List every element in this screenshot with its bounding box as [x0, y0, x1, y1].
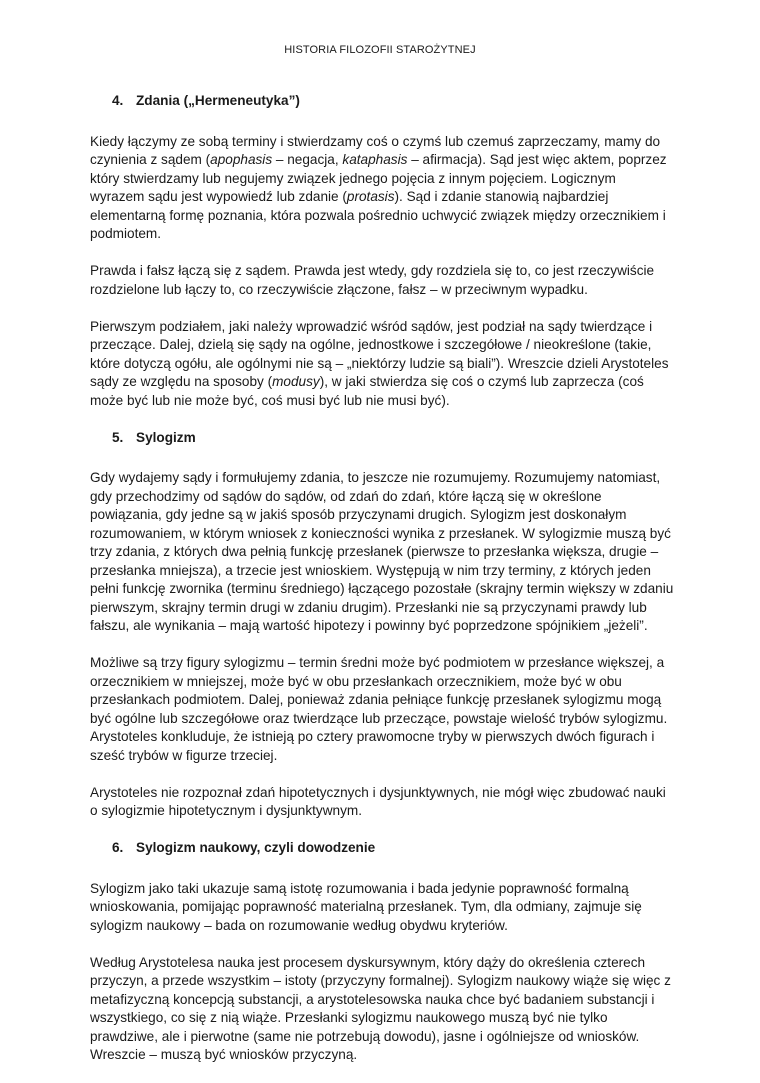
text-run: Według Arystotelesa nauka jest procesem dyskursywnym, który dąży do określenia czterech przyczyn, a przede wszystkim – istoty (przyczyny formalnej). Sylogizm naukowy wiąże się więc z metafizyczną koncepcją substancji, a arystotelesowska nauka chce być badaniem substancji i wszystkiego, co się z nią wiąże. Przesłanki sylogizmu naukowego muszą być nie tylko prawdziwe, ale i pierwotne (same nie potrzebują dowodu), jasne i ogólniejsze od wniosków. Wreszcie – muszą być wniosków przyczyną. [90, 954, 671, 1062]
italic-term: kataphasis [342, 152, 408, 167]
text-run: Gdy wydajemy sądy i formułujemy zdania, to jeszcze nie rozumujemy. Rozumujemy natomiast, gdy przechodzimy od sądów do sądów, od zdań do zdań, które łączą się w określone powiązania, gdy jedne są w jakiś sposób przyczynami drugich. Sylogizm jest doskonałym rozumowaniem, w którym wniosek z konieczności wynika z przesłanek. W sylogizmie muszą być trzy zdania, z których dwa pełnią funkcję przesłanek (pierwsze to przesłanka większa, drugie – przesłanka mniejsza), a trzecie jest wnioskiem. Występują w nim trzy terminy, z których jeden pełni funkcję zwornika (terminu średniego) łączącego pozostałe (skrajny termin większy w zdaniu pierwszym, skrajny termin drugi w zdaniu drugim). Przesłanki nie są przyczynami prawdy lub fałszu, ale wynikania – mają wartość hipotezy i powinny być poprzedzone spójnikiem „jeżeli”. [90, 470, 674, 633]
section-title: Sylogizm [136, 429, 196, 445]
text-run: ), w jaki stwierdza się coś o czymś lub zaprzecza (coś może być lub nie może być, coś musi być lub nie musi być). [90, 374, 644, 408]
paragraph [90, 469, 674, 636]
paragraph [90, 654, 674, 765]
paragraph [90, 262, 674, 299]
paragraph [90, 954, 674, 1065]
running-header: HISTORIA FILOZOFII STAROŻYTNEJ [284, 44, 476, 56]
text-run: – negacja, [272, 152, 343, 167]
text-run: – afirmacja). Sąd jest więc aktem, poprzez który stwierdzamy lub negujemy związek jednego pojęcia z innym pojęciem. Logicznym wyrazem sądu jest wypowiedź lub zdanie ( [90, 152, 667, 204]
document-body [90, 92, 674, 1083]
text-run: Kiedy łączymy ze sobą terminy i stwierdzamy coś o czymś lub czemuś zaprzeczamy, mamy do czynienia z sądem ( [90, 133, 661, 167]
paragraph [90, 880, 674, 936]
text-run: Pierwszym podziałem, jaki należy wprowadzić wśród sądów, jest podział na sądy twierdzące i przeczące. Dalej, dzielą się sądy na ogólne, jednostkowe i szczegółowe / nieokreślone (takie, które dotyczą ogółu, ale ogólnymi nie są – „niektórzy ludzie są biali”). Wreszcie dzieli Arystoteles sądy ze względu na sposoby ( [90, 318, 669, 389]
section-number: 5. [112, 429, 124, 445]
italic-term: modusy [272, 374, 320, 389]
text-run: Możliwe są trzy figury sylogizmu – termin średni może być podmiotem w przesłance większej, a orzecznikiem w mniejszej, może być w obu przesłankach orzecznikiem, może być w obu przesłankach podmiotem. Dalej, ponieważ zdania pełniące funkcję przesłanek sylogizmu mogą być ogólne lub szczegółowe oraz twierdzące lub przeczące, powstaje wielość trybów sylogizmu. Arystoteles konkluduje, że istnieją po cztery prawomocne tryby w pierwszych dwóch figurach i sześć trybów w figurze trzeciej. [90, 655, 668, 763]
section-number: 4. [112, 93, 124, 108]
section-number: 6. [112, 840, 124, 855]
section-title: Sylogizm naukowy, czyli dowodzenie [136, 840, 376, 855]
italic-term: apophasis [210, 152, 273, 167]
paragraph [90, 318, 674, 411]
text-run: Sylogizm jako taki ukazuje samą istotę rozumowania i bada jedynie poprawność formalną wnioskowania, pomijając poprawność materialną przesłanek. Tym, dla odmiany, zajmuje się sylogizm naukowy – bada on rozumowanie według obydwu kryteriów. [90, 880, 642, 933]
italic-term: protasis [346, 189, 395, 204]
paragraph [90, 784, 674, 821]
text-run: Prawda i fałsz łączą się z sądem. Prawda jest wtedy, gdy rozdziela się to, co jest rzeczywiście rozdzielone lub łączy to, co rzeczywiście złączone, fałsz – w przeciwnym wypadku. [90, 263, 655, 297]
text-run: ). Sąd i zdanie stanowią najbardziej elementarną formę poznania, która pozwala pośrednio uchwycić związek między orzecznikiem i podmiotem. [90, 189, 666, 241]
section-heading [90, 92, 674, 111]
section-title: Zdania („Hermeneutyka”) [136, 93, 300, 108]
section-heading [90, 839, 674, 858]
paragraph [90, 133, 674, 244]
text-run: Arystoteles nie rozpoznał zdań hipotetycznych i dysjunktywnych, nie mógł więc zbudować nauki o sylogizmie hipotetycznym i dysjunktywnym. [90, 784, 666, 818]
section-heading [90, 429, 674, 448]
